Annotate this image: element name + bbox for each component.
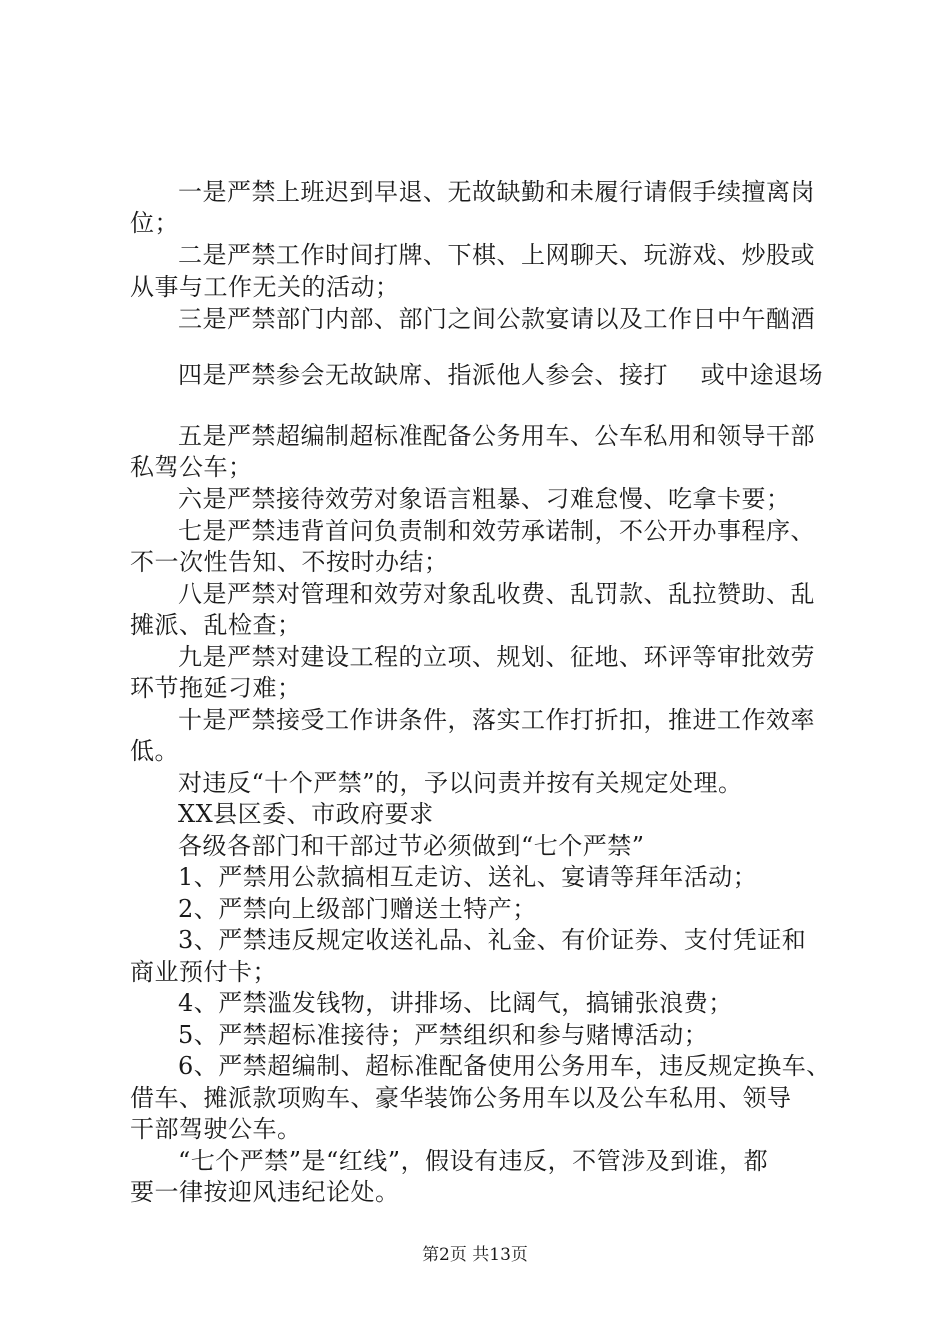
- paragraph-line: 一是严禁上班迟到早退、无故缺勤和未履行请假手续擅离岗: [178, 178, 815, 206]
- paragraph-line: 三是严禁部门内部、部门之间公款宴请以及工作日中午酗酒: [178, 305, 815, 333]
- paragraph-line: 4、严禁滥发钱物，讲排场、比阔气，搞铺张浪费；: [178, 989, 733, 1017]
- paragraph-line: 商业预付卡；: [130, 958, 277, 986]
- paragraph-line: 摊派、乱检查；: [130, 611, 302, 639]
- paragraph-line: 3、严禁违反规定收送礼品、礼金、有价证券、支付凭证和: [178, 926, 807, 954]
- paragraph-line: 九是严禁对建设工程的立项、规划、征地、环评等审批效劳: [178, 643, 815, 671]
- paragraph-line: “七个严禁”是“红线”，假设有违反，不管涉及到谁，都: [178, 1147, 769, 1175]
- page-number-footer: 第2页 共13页: [422, 1245, 528, 1265]
- paragraph-line: 私驾公车；: [130, 453, 253, 481]
- paragraph-line: 低。: [130, 737, 179, 765]
- paragraph-line: 要一律按迎风违纪论处。: [130, 1178, 400, 1206]
- paragraph-line: 四是严禁参会无故缺席、指派他人参会、接打 或中途退场: [178, 361, 824, 389]
- paragraph-line: 十是严禁接受工作讲条件，落实工作打折扣，推进工作效率: [178, 706, 815, 734]
- paragraph-line: 干部驾驶公车。: [130, 1115, 302, 1143]
- paragraph-line: 5、严禁超标准接待；严禁组织和参与赌博活动；: [178, 1021, 709, 1049]
- paragraph-line: 借车、摊派款项购车、豪华装饰公务用车以及公车私用、领导: [130, 1084, 792, 1112]
- paragraph-line: 环节拖延刁难；: [130, 674, 302, 702]
- paragraph-line: 五是严禁超编制超标准配备公务用车、公车私用和领导干部: [178, 422, 815, 450]
- paragraph-line: XX县区委、市政府要求: [178, 800, 434, 828]
- paragraph-line: 对违反“十个严禁”的，予以问责并按有关规定处理。: [178, 769, 743, 797]
- paragraph-line: 6、严禁超编制、超标准配备使用公务用车，违反规定换车、: [178, 1052, 831, 1080]
- paragraph-line: 各级各部门和干部过节必须做到“七个严禁”: [178, 832, 645, 860]
- paragraph-line: 2、严禁向上级部门赠送土特产；: [178, 895, 537, 923]
- paragraph-line: 1、严禁用公款搞相互走访、送礼、宴请等拜年活动；: [178, 863, 758, 891]
- paragraph-line: 不一次性告知、不按时办结；: [130, 548, 449, 576]
- paragraph-line: 六是严禁接待效劳对象语言粗暴、刁难怠慢、吃拿卡要；: [178, 485, 791, 513]
- paragraph-line: 七是严禁违背首问负责制和效劳承诺制，不公开办事程序、: [178, 517, 815, 545]
- paragraph-line: 位；: [130, 209, 179, 237]
- paragraph-line: 八是严禁对管理和效劳对象乱收费、乱罚款、乱拉赞助、乱: [178, 580, 815, 608]
- paragraph-line: 从事与工作无关的活动；: [130, 273, 400, 301]
- paragraph-line: 二是严禁工作时间打牌、下棋、上网聊天、玩游戏、炒股或: [178, 241, 815, 269]
